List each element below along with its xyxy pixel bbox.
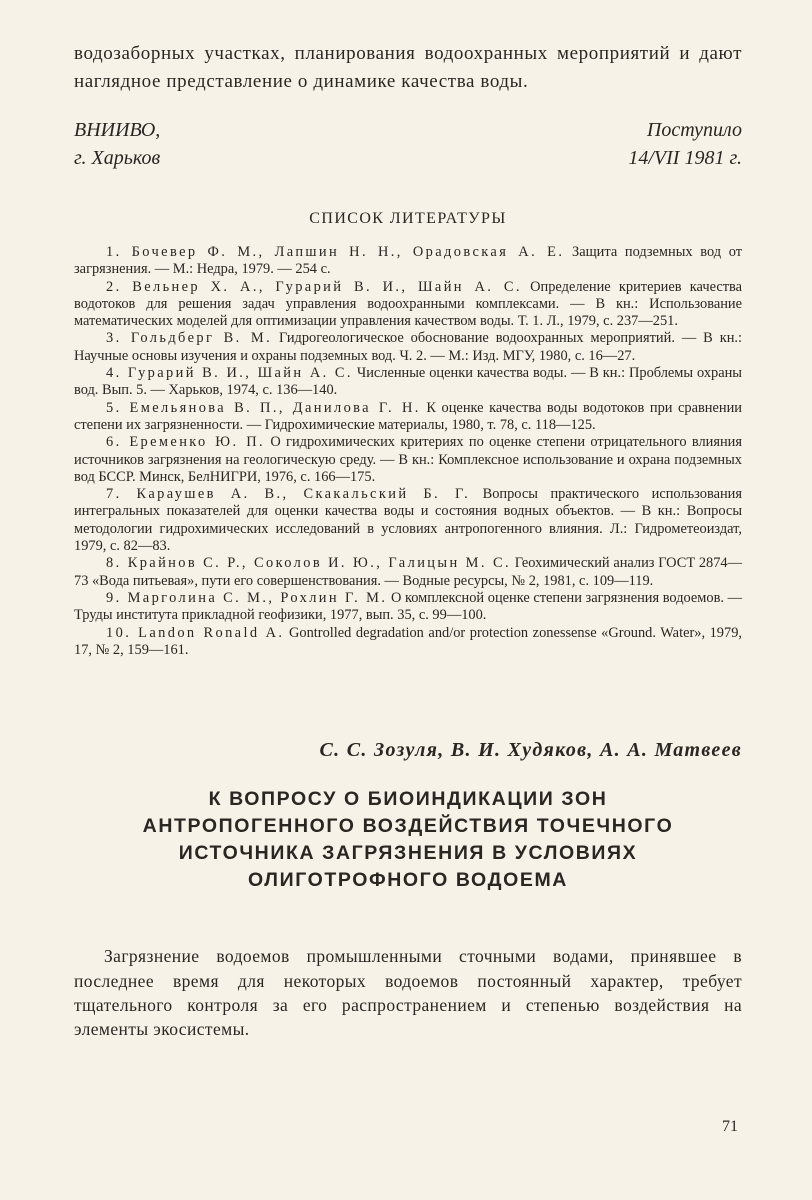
reference-text: О комплексной оценке степени загрязнения водоемов. — Труды института прикладной геофизики, 1977, вып. 35, с. 99—100.	[74, 589, 742, 624]
reference-authors: 6. Еременко Ю. П.	[106, 434, 265, 451]
reference-text: Численные оценки качества воды. — В кн.: Проблемы охраны вод. Вып. 5. — Харьков, 1974, с. 136—140.	[74, 365, 742, 399]
reference-item	[74, 590, 742, 625]
received-label: Поступило	[646, 119, 742, 141]
article-first-paragraph: Загрязнение водоемов промышленными сточными водами, принявшее в последнее время для некоторых водоемов постоянный характер, требует тщательного контроля за его распространением и степенью воздействия на элементы экосистемы.	[74, 946, 742, 1040]
reference-item	[74, 400, 742, 435]
reference-text: О гидрохимических критериях по оценке степени отрицательного влияния источников загрязнения на геологическую среду. — В кн.: Комплексное использование и охрана подземных вод БССР. Минск, БелНИГРИ, 1976, с. 166—175.	[74, 434, 742, 485]
reference-authors: 4. Гурарий В. И., Шайн А. С.	[106, 365, 353, 382]
reference-item	[74, 555, 742, 590]
affiliation-institute: ВНИИВО,	[74, 119, 161, 141]
reference-text: К оценке качества воды водотоков при сравнении степени их загрязненности. — Гидрохимические материалы, 1980, т. 78, с. 118—125.	[74, 399, 742, 433]
reference-text: Определение критериев качества водотоков для решения задач управления водоохранными комплексами. — В кн.: Использование математических моделей для оптимизации управления качеством воды. Т. 1. Л., 1979, с. 237—251.	[74, 278, 742, 330]
affiliation	[74, 116, 160, 172]
reference-item	[74, 625, 742, 660]
reference-authors: 2. Вельнер Х. А., Гурарий В. И., Шайн А. С.	[106, 278, 522, 295]
reference-authors: 5. Емельянова В. П., Данилова Г. Н.	[106, 399, 421, 416]
title-line: ИСТОЧНИКА ЗАГРЯЗНЕНИЯ В УСЛОВИЯХ	[178, 842, 638, 865]
reference-item	[74, 486, 742, 555]
received-value: 14/VII 1981 г.	[628, 147, 742, 169]
reference-authors: 9. Марголина С. М., Рохлин Г. М.	[106, 589, 388, 606]
reference-text: Геохимический анализ ГОСТ 2874—73 «Вода питьевая», пути его совершенствования. — Водные ресурсы, № 2, 1981, с. 109—119.	[74, 555, 742, 589]
reference-authors: 3. Гольдберг В. М.	[106, 330, 273, 347]
reference-authors: 8. Крайнов С. Р., Соколов И. Ю., Галицын М. С.	[106, 555, 511, 572]
article-meta	[74, 116, 742, 172]
title-line: К ВОПРОСУ О БИОИНДИКАЦИИ ЗОН	[208, 788, 608, 811]
page	[74, 40, 742, 1059]
reference-item	[74, 434, 742, 486]
title-line: ОЛИГОТРОФНОГО ВОДОЕМА	[248, 869, 568, 892]
reference-text: Защита подземных вод от загрязнения. — М.: Недра, 1979. — 254 с.	[74, 244, 742, 278]
reference-text: Гидрогеологическое обоснование водоохранных мероприятий. — В кн.: Научные основы изучения и охраны подземных вод. Ч. 2. — М.: Изд. МГУ, 1980, с. 16—27.	[74, 330, 742, 364]
reference-text: Вопросы практического использования интегральных показателей для оценки качества воды и состояния водных объектов. — В кн.: Вопросы методологии гидрохимических исследований в условиях антропогенного влияния. Л.: Гидрометеоиздат, 1979, с. 82—83.	[74, 486, 742, 555]
article-authors: С. С. Зозуля, В. И. Худяков, А. А. Матвеев	[319, 739, 742, 762]
reference-item	[74, 365, 742, 400]
reference-item	[74, 244, 742, 279]
title-line: АНТРОПОГЕННОГО ВОЗДЕЙСТВИЯ ТОЧЕЧНОГО	[142, 815, 674, 838]
affiliation-city: г. Харьков	[74, 147, 161, 169]
article-title	[74, 786, 742, 894]
reference-authors: 10. Landon Ronald A.	[106, 624, 285, 641]
intro-paragraph: водозаборных участках, планирования водоохранных мероприятий и дают наглядное представление о динамике качества воды.	[74, 43, 742, 92]
references-heading: СПИСОК ЛИТЕРАТУРЫ	[309, 210, 507, 227]
reference-item	[74, 279, 742, 331]
received-date	[628, 116, 742, 172]
reference-authors: 7. Караушев А. В., Скакальский Б. Г.	[106, 486, 471, 503]
page-number: 71	[722, 1118, 738, 1135]
reference-authors: 1. Бочевер Ф. М., Лапшин Н. Н., Орадовская А. Е.	[106, 244, 565, 260]
reference-text: Gontrolled degradation and/or protection zonessense «Ground. Water», 1979, 17, № 2, 159—161.	[74, 624, 742, 658]
references-list	[74, 244, 742, 659]
reference-item	[74, 330, 742, 365]
